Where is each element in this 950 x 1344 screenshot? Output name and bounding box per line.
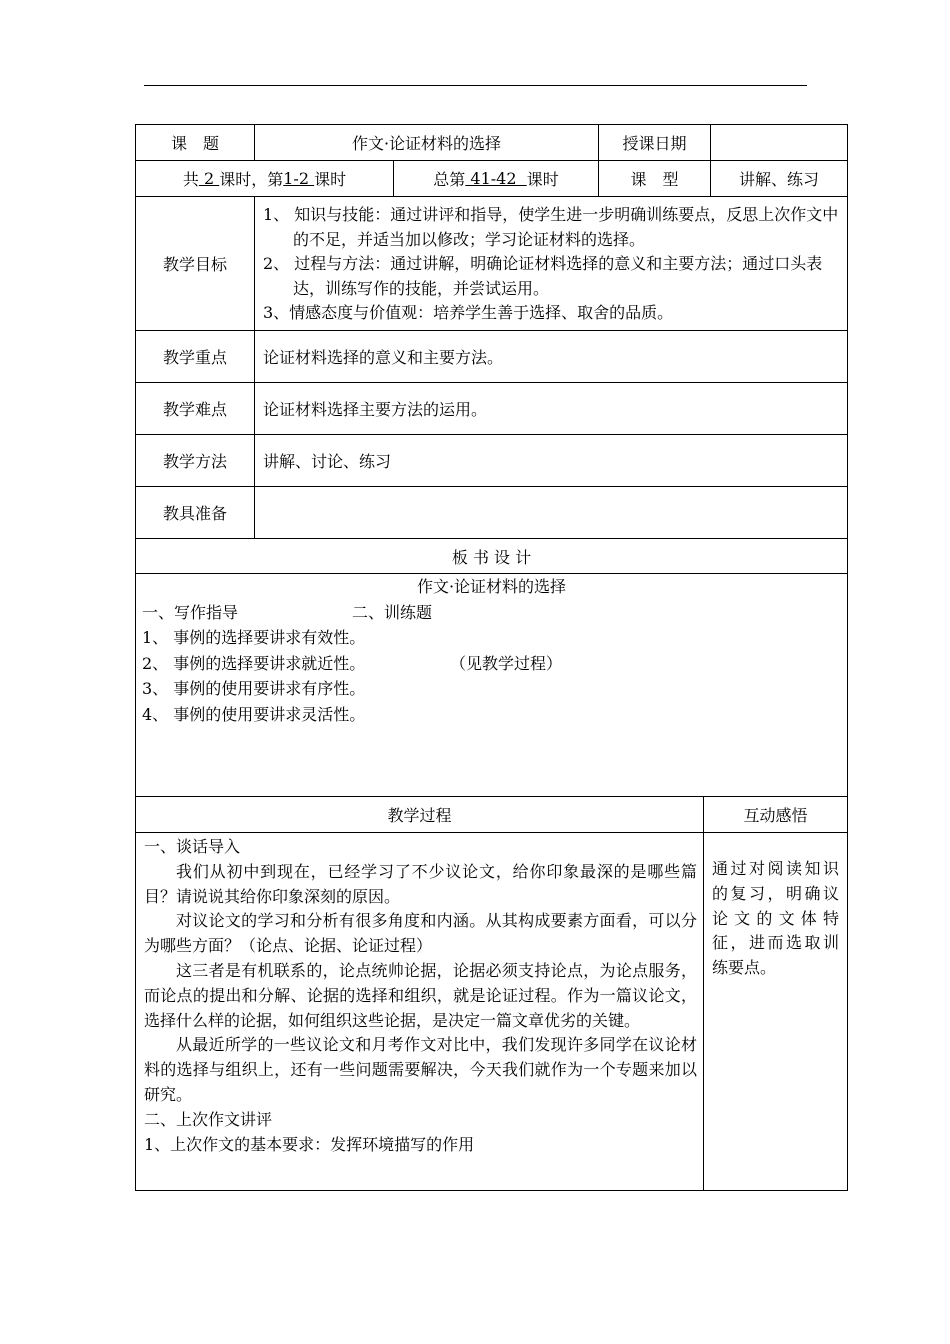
type-value: 讲解、练习 — [710, 160, 848, 197]
grand-suffix: 课时 — [526, 170, 559, 189]
process-paragraph: 我们从初中到现在，已经学习了不少议论文，给你印象最深的是哪些篇目？请说说其给你印象深刻的原因。 — [144, 861, 697, 906]
interaction-label: 互动感悟 — [703, 796, 848, 833]
topic-label: 课 题 — [135, 124, 255, 161]
board-label: 板 书 设 计 — [135, 538, 848, 574]
page-header-rule — [144, 85, 807, 86]
board-item: 4、 事例的使用要讲求灵活性。 — [142, 704, 366, 724]
difficulty-label: 教学难点 — [135, 382, 255, 435]
goal-item: 1、 知识与技能：通过讲评和指导，使学生进一步明确训练要点，反思上次作文中的不足，并适当加以修改；学习论证材料的选择。 — [263, 205, 839, 249]
board-heading-left: 一、写作指导 — [142, 602, 239, 622]
board-item: 2、 事例的选择要讲求就近性。 — [142, 653, 366, 673]
methods-value: 讲解、讨论、练习 — [254, 434, 848, 487]
date-value — [710, 124, 848, 161]
hours-suffix: 课时 — [314, 170, 347, 189]
grand-range: 41-42 — [465, 169, 527, 188]
process-paragraph: 1、上次作文的基本要求：发挥环境描写的作用 — [144, 1134, 475, 1154]
board-heading-right: 二、训练题 — [352, 602, 433, 622]
process-paragraph: 对议论文的学习和分析有很多角度和内涵。从其构成要素方面看，可以分为哪些方面？（论点、论据、论证过程） — [144, 911, 697, 956]
board-title: 作文·论证材料的选择 — [416, 577, 567, 596]
goal-item: 3、情感态度与价值观：培养学生善于选择、取舍的品质。 — [263, 303, 674, 322]
process-label: 教学过程 — [135, 796, 704, 833]
board-item: 1、 事例的选择要讲求有效性。 — [142, 628, 366, 647]
hours-range: 1-2 — [283, 169, 315, 188]
goals-label: 教学目标 — [135, 196, 255, 331]
process-paragraph: 从最近所学的一些议论文和月考作文对比中，我们发现许多同学在议论材料的选择与组织上，还有一些问题需要解决，今天我们就作为一个专题来加以研究。 — [144, 1035, 697, 1104]
goals-content — [254, 196, 848, 331]
process-heading: 一、谈话导入 — [144, 837, 241, 856]
key-points-value: 论证材料选择的意义和主要方法。 — [254, 330, 848, 383]
grand-hours — [393, 160, 599, 197]
board-item-row — [142, 651, 841, 677]
hours-total: 2 — [198, 169, 220, 188]
date-label: 授课日期 — [598, 124, 711, 161]
topic-value: 作文·论证材料的选择 — [254, 124, 599, 161]
process-content — [135, 832, 704, 1191]
board-headings — [142, 600, 841, 626]
board-content — [135, 573, 848, 797]
board-item: 3、 事例的使用要讲求有序性。 — [142, 679, 366, 698]
tools-value — [254, 486, 848, 539]
goal-item: 2、 过程与方法：通过讲解，明确论证材料选择的意义和主要方法；通过口头表达，训练写作的技能，并尝试运用。 — [263, 254, 823, 298]
key-points-label: 教学重点 — [135, 330, 255, 383]
difficulty-value: 论证材料选择主要方法的运用。 — [254, 382, 848, 435]
interaction-note: 通过对阅读知识的复习，明确议论文的文体特征，进而选取训练要点。 — [703, 832, 848, 1191]
type-label: 课 型 — [598, 160, 711, 197]
process-paragraph: 这三者是有机联系的，论点统帅论据，论据必须支持论点，为论点服务，而论点的提出和分解、论据的选择和组织，就是论证过程。作为一篇议论文，选择什么样的论据，如何组织这些论据，是决定一篇文章优劣的关键。 — [144, 960, 697, 1030]
methods-label: 教学方法 — [135, 434, 255, 487]
hours-prefix: 共 — [182, 170, 199, 189]
process-heading: 二、上次作文讲评 — [144, 1109, 273, 1129]
hours-mid: 课时，第 — [219, 170, 284, 189]
grand-prefix: 总第 — [433, 170, 466, 189]
class-hours — [135, 160, 394, 197]
tools-label: 教具准备 — [135, 486, 255, 539]
board-note: （见教学过程） — [450, 653, 563, 673]
